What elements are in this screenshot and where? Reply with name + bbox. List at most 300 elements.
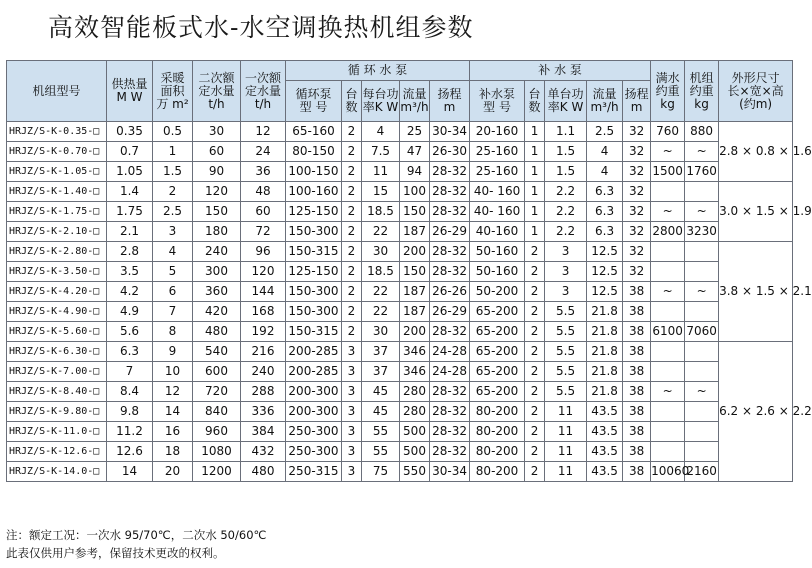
table-cell: 45 (362, 382, 400, 402)
table-cell: 192 (241, 322, 286, 342)
table-row (7, 422, 793, 442)
table-cell: 32 (623, 122, 651, 142)
cell-unit-weight (685, 442, 719, 462)
table-cell: 2 (525, 462, 545, 482)
table-cell: 65-160 (286, 122, 342, 142)
table-cell: 40- 160 (470, 182, 525, 202)
cell-unit-weight (685, 242, 719, 262)
cell-full-weight (651, 442, 685, 462)
table-cell: 38 (623, 282, 651, 302)
cell-model: HRJZ/S-K-14.0-□ (7, 462, 107, 482)
footnote-conditions: 注：额定工况：一次水 95/70℃，二次水 50/60℃ (6, 528, 267, 542)
cell-unit-weight: 7060 (685, 322, 719, 342)
table-cell: 50-200 (470, 282, 525, 302)
table-row (7, 402, 793, 422)
table-cell: 65-200 (470, 322, 525, 342)
table-cell: 11 (545, 422, 587, 442)
cell-unit-weight: ~ (685, 202, 719, 222)
table-cell: 5.5 (545, 302, 587, 322)
table-cell: 28-32 (430, 402, 470, 422)
table-cell: 18.5 (362, 202, 400, 222)
table-cell: 26-29 (430, 302, 470, 322)
table-cell: 3 (342, 342, 362, 362)
table-row (7, 162, 793, 182)
header-secondary-flow: 二次额 定水量 t/h (193, 61, 241, 122)
table-cell: 12.5 (587, 262, 623, 282)
table-cell: 4 (587, 142, 623, 162)
table-cell: 216 (241, 342, 286, 362)
header-circ-head: 扬程 m (430, 81, 470, 122)
table-row (7, 442, 793, 462)
header-full-weight: 满水 约重 kg (651, 61, 685, 122)
cell-unit-weight (685, 422, 719, 442)
table-cell: 3 (545, 242, 587, 262)
table-cell: 5.5 (545, 322, 587, 342)
table-cell: 28-32 (430, 422, 470, 442)
table-row (7, 462, 793, 482)
table-cell: 6.3 (587, 202, 623, 222)
table-cell: 22 (362, 222, 400, 242)
table-cell: 96 (241, 242, 286, 262)
table-cell: 25-160 (470, 162, 525, 182)
cell-unit-weight (685, 302, 719, 322)
header-area: 采暖 面积 万 m² (153, 61, 193, 122)
cell-unit-weight (685, 402, 719, 422)
cell-dimensions: 2.8 × 0.8 × 1.6 (719, 122, 793, 182)
table-cell: 32 (623, 242, 651, 262)
cell-full-weight: ~ (651, 142, 685, 162)
table-cell: 2 (342, 162, 362, 182)
cell-unit-weight: 880 (685, 122, 719, 142)
table-row (7, 362, 793, 382)
table-row (7, 122, 793, 142)
table-cell: 40- 160 (470, 202, 525, 222)
table-cell: 7.5 (362, 142, 400, 162)
table-cell: 38 (623, 322, 651, 342)
cell-full-weight: 1500 (651, 162, 685, 182)
table-cell: 38 (623, 442, 651, 462)
table-cell: 21.8 (587, 302, 623, 322)
table-cell: 94 (400, 162, 430, 182)
table-cell: 2 (342, 142, 362, 162)
table-cell: 250-300 (286, 422, 342, 442)
table-cell: 0.5 (153, 122, 193, 142)
cell-unit-weight (685, 262, 719, 282)
table-cell: 11 (362, 162, 400, 182)
table-cell: 1.5 (545, 142, 587, 162)
table-cell: 1080 (193, 442, 241, 462)
table-cell: 2.1 (107, 222, 153, 242)
table-cell: 720 (193, 382, 241, 402)
table-cell: 200 (400, 322, 430, 342)
cell-model: HRJZ/S-K-0.70-□ (7, 142, 107, 162)
table-cell: 120 (193, 182, 241, 202)
table-row (7, 342, 793, 362)
table-cell: 30-34 (430, 462, 470, 482)
table-cell: 1 (525, 162, 545, 182)
table-cell: 47 (400, 142, 430, 162)
table-cell: 11 (545, 402, 587, 422)
header-makeup-count: 台 数 (525, 81, 545, 122)
table-cell: 7 (107, 362, 153, 382)
cell-dimensions: 6.2 × 2.6 × 2.2 (719, 342, 793, 482)
table-cell: 38 (623, 382, 651, 402)
table-cell: 32 (623, 222, 651, 242)
table-cell: 125-150 (286, 202, 342, 222)
table-cell: 9.8 (107, 402, 153, 422)
table-cell: 2 (525, 342, 545, 362)
cell-model: HRJZ/S-K-3.50-□ (7, 262, 107, 282)
table-cell: 3 (342, 442, 362, 462)
cell-full-weight (651, 302, 685, 322)
table-cell: 12.5 (587, 242, 623, 262)
table-cell: 150-300 (286, 302, 342, 322)
table-cell: 432 (241, 442, 286, 462)
table-cell: 200-285 (286, 342, 342, 362)
table-cell: 55 (362, 442, 400, 462)
table-cell: 6.3 (107, 342, 153, 362)
cell-full-weight (651, 242, 685, 262)
table-cell: 1 (525, 182, 545, 202)
table-cell: 37 (362, 342, 400, 362)
table-cell: 28-32 (430, 242, 470, 262)
table-cell: 2 (342, 282, 362, 302)
table-cell: 43.5 (587, 462, 623, 482)
table-cell: 500 (400, 422, 430, 442)
table-cell: 1 (525, 222, 545, 242)
cell-full-weight (651, 342, 685, 362)
table-cell: 12 (153, 382, 193, 402)
table-cell: 1200 (193, 462, 241, 482)
cell-full-weight (651, 182, 685, 202)
table-cell: 2 (342, 302, 362, 322)
table-cell: 4 (153, 242, 193, 262)
table-cell: 4 (587, 162, 623, 182)
table-cell: 250-315 (286, 462, 342, 482)
table-cell: 480 (193, 322, 241, 342)
footnote-disclaimer: 此表仅供用户参考，保留技术更改的权利。 (6, 546, 225, 560)
table-cell: 384 (241, 422, 286, 442)
table-cell: 4 (362, 122, 400, 142)
table-row (7, 282, 793, 302)
table-cell: 25 (400, 122, 430, 142)
table-cell: 2 (342, 182, 362, 202)
table-cell: 300 (193, 262, 241, 282)
table-cell: 45 (362, 402, 400, 422)
table-cell: 18 (153, 442, 193, 462)
table-cell: 150-315 (286, 242, 342, 262)
table-cell: 187 (400, 222, 430, 242)
header-circ-flow: 流量 m³/h (400, 81, 430, 122)
table-cell: 32 (623, 202, 651, 222)
page-title: 高效智能板式水-水空调换热机组参数 (48, 13, 474, 42)
table-cell: 28-32 (430, 322, 470, 342)
table-cell: 30-34 (430, 122, 470, 142)
cell-model: HRJZ/S-K-1.40-□ (7, 182, 107, 202)
table-cell: 1.4 (107, 182, 153, 202)
table-row (7, 322, 793, 342)
table-cell: 1 (525, 202, 545, 222)
cell-model: HRJZ/S-K-1.75-□ (7, 202, 107, 222)
table-cell: 2 (342, 222, 362, 242)
table-row (7, 222, 793, 242)
header-unit-weight: 机组 约重 kg (685, 61, 719, 122)
cell-full-weight (651, 422, 685, 442)
table-cell: 480 (241, 462, 286, 482)
table-cell: 14 (153, 402, 193, 422)
table-cell: 336 (241, 402, 286, 422)
table-cell: 3 (342, 462, 362, 482)
table-cell: 48 (241, 182, 286, 202)
table-cell: 28-32 (430, 182, 470, 202)
table-cell: 150-315 (286, 322, 342, 342)
table-row (7, 182, 793, 202)
table-cell: 11.2 (107, 422, 153, 442)
table-cell: 36 (241, 162, 286, 182)
header-dimensions: 外形尺寸 长×宽×高 (约m) (719, 61, 793, 122)
table-cell: 1 (525, 142, 545, 162)
table-cell: 168 (241, 302, 286, 322)
table-cell: 150 (400, 202, 430, 222)
cell-model: HRJZ/S-K-12.6-□ (7, 442, 107, 462)
table-cell: 3 (342, 362, 362, 382)
table-cell: 2 (342, 322, 362, 342)
table-cell: 150-300 (286, 222, 342, 242)
table-cell: 55 (362, 422, 400, 442)
cell-full-weight (651, 402, 685, 422)
table-cell: 360 (193, 282, 241, 302)
table-row (7, 302, 793, 322)
table-cell: 11 (545, 462, 587, 482)
table-cell: 28-32 (430, 162, 470, 182)
table-cell: 4.9 (107, 302, 153, 322)
table-cell: 32 (623, 142, 651, 162)
cell-full-weight: 10060 (651, 462, 685, 482)
table-cell: 65-200 (470, 302, 525, 322)
table-cell: 346 (400, 362, 430, 382)
table-cell: 2 (153, 182, 193, 202)
cell-model: HRJZ/S-K-0.35-□ (7, 122, 107, 142)
table-cell: 1.75 (107, 202, 153, 222)
cell-unit-weight (685, 182, 719, 202)
cell-full-weight: ~ (651, 382, 685, 402)
table-cell: 187 (400, 302, 430, 322)
cell-full-weight: 2800 (651, 222, 685, 242)
table-cell: 25-160 (470, 142, 525, 162)
table-cell: 240 (241, 362, 286, 382)
table-cell: 11 (545, 442, 587, 462)
table-cell: 3 (545, 282, 587, 302)
table-cell: 2.2 (545, 222, 587, 242)
table-cell: 30 (193, 122, 241, 142)
table-row (7, 202, 793, 222)
table-cell: 21.8 (587, 362, 623, 382)
header-circ-count: 台 数 (342, 81, 362, 122)
table-cell: 12 (241, 122, 286, 142)
table-cell: 3 (342, 402, 362, 422)
table-cell: 5.5 (545, 382, 587, 402)
table-cell: 840 (193, 402, 241, 422)
table-cell: 187 (400, 282, 430, 302)
table-cell: 100-160 (286, 182, 342, 202)
table-cell: 80-200 (470, 462, 525, 482)
cell-full-weight (651, 362, 685, 382)
header-heat: 供热量 M W (107, 61, 153, 122)
table-cell: 2 (525, 402, 545, 422)
table-cell: 21.8 (587, 342, 623, 362)
table-cell: 12.6 (107, 442, 153, 462)
table-cell: 150-300 (286, 282, 342, 302)
table-cell: 65-200 (470, 362, 525, 382)
table-cell: 12.5 (587, 282, 623, 302)
table-row (7, 382, 793, 402)
cell-model: HRJZ/S-K-9.80-□ (7, 402, 107, 422)
table-cell: 50-160 (470, 262, 525, 282)
table-cell: 180 (193, 222, 241, 242)
table-cell: 38 (623, 402, 651, 422)
table-cell: 15 (362, 182, 400, 202)
table-cell: 8 (153, 322, 193, 342)
table-cell: 24-28 (430, 362, 470, 382)
table-cell: 346 (400, 342, 430, 362)
table-cell: 28-32 (430, 262, 470, 282)
table-cell: 30 (362, 322, 400, 342)
table-cell: 4.2 (107, 282, 153, 302)
table-cell: 6 (153, 282, 193, 302)
table-cell: 2.2 (545, 182, 587, 202)
table-cell: 37 (362, 362, 400, 382)
parameter-table (6, 60, 812, 482)
cell-full-weight: 6100 (651, 322, 685, 342)
table-cell: 2 (525, 362, 545, 382)
table-cell: 540 (193, 342, 241, 362)
table-cell: 0.7 (107, 142, 153, 162)
table-cell: 2 (342, 242, 362, 262)
cell-unit-weight: ~ (685, 382, 719, 402)
table-cell: 200 (400, 242, 430, 262)
cell-full-weight: ~ (651, 202, 685, 222)
table-cell: 0.35 (107, 122, 153, 142)
cell-unit-weight: ~ (685, 142, 719, 162)
table-cell: 90 (193, 162, 241, 182)
table-cell: 1.1 (545, 122, 587, 142)
table-cell: 38 (623, 462, 651, 482)
cell-model: HRJZ/S-K-1.05-□ (7, 162, 107, 182)
table-cell: 32 (623, 182, 651, 202)
table-cell: 65-200 (470, 382, 525, 402)
table-row (7, 262, 793, 282)
table-cell: 3 (545, 262, 587, 282)
table-cell: 9 (153, 342, 193, 362)
table-cell: 144 (241, 282, 286, 302)
cell-model: HRJZ/S-K-4.90-□ (7, 302, 107, 322)
table-cell: 125-150 (286, 262, 342, 282)
table-cell: 80-200 (470, 442, 525, 462)
table-cell: 14 (107, 462, 153, 482)
table-cell: 500 (400, 442, 430, 462)
table-cell: 50-160 (470, 242, 525, 262)
table-cell: 2.5 (587, 122, 623, 142)
table-cell: 3 (342, 382, 362, 402)
header-makeup-head: 扬程 m (623, 81, 651, 122)
table-cell: 30 (362, 242, 400, 262)
table-cell: 1 (153, 142, 193, 162)
cell-unit-weight: 2160 (685, 462, 719, 482)
table-cell: 600 (193, 362, 241, 382)
table-cell: 80-200 (470, 402, 525, 422)
table-cell: 16 (153, 422, 193, 442)
header-makeup-model: 补水泵 型 号 (470, 81, 525, 122)
table-cell: 28-32 (430, 442, 470, 462)
table-cell: 280 (400, 382, 430, 402)
table-cell: 20-160 (470, 122, 525, 142)
table-cell: 8.4 (107, 382, 153, 402)
table-cell: 18.5 (362, 262, 400, 282)
table-cell: 250-300 (286, 442, 342, 462)
table-cell: 2.5 (153, 202, 193, 222)
table-cell: 80-150 (286, 142, 342, 162)
table-cell: 43.5 (587, 442, 623, 462)
header-makeup-pump: 补 水 泵 (470, 61, 651, 81)
table-cell: 28-32 (430, 382, 470, 402)
table-cell: 75 (362, 462, 400, 482)
table-cell: 2 (525, 282, 545, 302)
table-cell: 24 (241, 142, 286, 162)
header-circ-model: 循环泵 型 号 (286, 81, 342, 122)
table-cell: 1.5 (153, 162, 193, 182)
table-cell: 2.2 (545, 202, 587, 222)
table-cell: 2 (525, 442, 545, 462)
cell-full-weight: 760 (651, 122, 685, 142)
table-cell: 3 (153, 222, 193, 242)
table-cell: 7 (153, 302, 193, 322)
table-body (7, 122, 812, 482)
table-cell: 2 (525, 422, 545, 442)
table-cell: 21.8 (587, 322, 623, 342)
table-cell: 32 (623, 262, 651, 282)
table-cell: 100 (400, 182, 430, 202)
header-model: 机组型号 (7, 61, 107, 122)
table-row (7, 142, 793, 162)
table-cell: 72 (241, 222, 286, 242)
cell-model: HRJZ/S-K-7.00-□ (7, 362, 107, 382)
cell-dimensions: 3.8 × 1.5 × 2.1 (719, 242, 793, 342)
table-cell: 5.5 (545, 362, 587, 382)
cell-model: HRJZ/S-K-2.10-□ (7, 222, 107, 242)
table-cell: 2.8 (107, 242, 153, 262)
table-cell: 2 (342, 202, 362, 222)
table-cell: 43.5 (587, 402, 623, 422)
table-cell: 80-200 (470, 422, 525, 442)
table-cell: 288 (241, 382, 286, 402)
table-cell: 1.05 (107, 162, 153, 182)
cell-model: HRJZ/S-K-11.0-□ (7, 422, 107, 442)
header-makeup-power: 单台功 率K W (545, 81, 587, 122)
table-cell: 2 (525, 242, 545, 262)
cell-full-weight (651, 262, 685, 282)
table-cell: 120 (241, 262, 286, 282)
table-cell: 60 (241, 202, 286, 222)
table-cell: 43.5 (587, 422, 623, 442)
table-cell: 21.8 (587, 382, 623, 402)
table-cell: 32 (623, 162, 651, 182)
table-cell: 3.5 (107, 262, 153, 282)
cell-unit-weight: ~ (685, 282, 719, 302)
table-cell: 60 (193, 142, 241, 162)
table-cell: 150 (400, 262, 430, 282)
table-cell: 24-28 (430, 342, 470, 362)
table-cell: 5.6 (107, 322, 153, 342)
